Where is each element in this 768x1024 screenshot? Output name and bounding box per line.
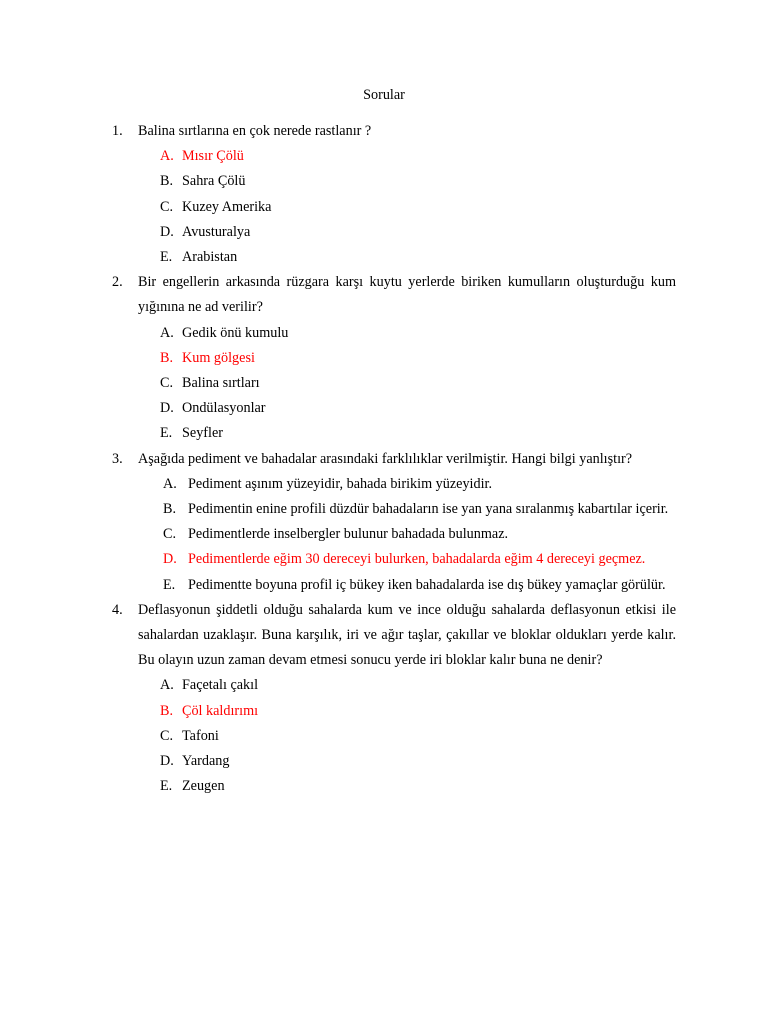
option-b [138, 169, 676, 194]
option-c [138, 522, 676, 547]
option-e [138, 245, 676, 270]
question-number: 4. [112, 601, 123, 618]
option-d-correct [138, 547, 676, 572]
question-number: 1. [112, 123, 123, 139]
option-letter: A. [163, 475, 177, 492]
option-e [138, 421, 676, 446]
option-letter: B. [160, 349, 174, 366]
option-letter: D. [163, 551, 177, 568]
option-text: Seyfler [182, 425, 223, 442]
option-letter: E. [160, 249, 173, 266]
option-text: Balina sırtları [182, 375, 260, 392]
option-list [138, 472, 676, 598]
option-text: Pediment aşınım yüzeyidir, bahada birikim yüzeyidir. [188, 475, 492, 492]
question-number: 3. [112, 450, 123, 467]
option-text: Pedimentlerde eğim 30 dereceyi bulurken, bahadalarda eğim 4 dereceyi geçmez. [188, 551, 646, 568]
option-letter: E. [160, 778, 173, 795]
option-letter: B. [163, 501, 177, 518]
option-letter: C. [163, 526, 177, 543]
option-c [138, 195, 676, 220]
option-letter: C. [160, 727, 174, 744]
option-text: Pedimentte boyuna profil iç bükey iken bahadalarda ise dış bükey yamaçlar görülür. [188, 576, 666, 593]
option-list [138, 144, 676, 270]
option-text: Mısır Çölü [182, 148, 244, 165]
option-e [138, 573, 676, 598]
option-letter: C. [160, 375, 174, 392]
option-a [138, 673, 676, 698]
question-text: Bir engellerin arkasında rüzgara karşı kuytu yerlerde biriken kumulların oluşturduğu kum yığınına ne ad verilir? [138, 274, 676, 316]
option-d [138, 749, 676, 774]
option-text: Tafoni [182, 727, 219, 744]
option-text: Ondülasyonlar [182, 400, 266, 417]
option-a [138, 472, 676, 497]
option-letter: C. [160, 198, 174, 215]
option-text: Arabistan [182, 249, 238, 266]
option-letter: A. [160, 677, 174, 694]
option-letter: B. [160, 702, 174, 719]
option-letter: D. [160, 753, 174, 770]
option-d [138, 220, 676, 245]
question-2 [112, 270, 676, 446]
option-letter: E. [160, 425, 173, 442]
question-text: Aşağıda pediment ve bahadalar arasındaki farklılıklar verilmiştir. Hangi bilgi yanlıştır? [138, 450, 633, 467]
option-list [138, 673, 676, 799]
question-4 [112, 598, 676, 800]
option-letter: A. [160, 148, 174, 165]
question-1 [112, 119, 676, 270]
option-c [138, 724, 676, 749]
question-list [112, 119, 676, 799]
option-a [138, 321, 676, 346]
option-text: Avusturalya [182, 223, 251, 240]
option-b [138, 497, 676, 522]
option-text: Çöl kaldırımı [182, 702, 259, 719]
option-text: Pedimentlerde inselbergler bulunur bahadada bulunmaz. [188, 526, 509, 543]
question-3 [112, 447, 676, 598]
option-letter: D. [160, 223, 174, 240]
option-list [138, 321, 676, 447]
option-letter: A. [160, 324, 174, 341]
option-b-correct [138, 699, 676, 724]
option-b-correct [138, 346, 676, 371]
option-e [138, 774, 676, 799]
option-text: Gedik önü kumulu [182, 324, 289, 341]
option-text: Façetalı çakıl [182, 677, 259, 694]
option-text: Kum gölgesi [182, 349, 255, 366]
question-text: Deflasyonun şiddetli olduğu sahalarda kum ve ince olduğu sahalarda deflasyonun etkisi ile sahalardan uzaklaşır. Buna karşılık, iri ve ağır taşlar, çakıllar ve bloklar oldukları yerde kalır. Bu olayın uzun zaman devam etmesi sonucu yerde iri bloklar kalır buna ne denir? [138, 601, 676, 669]
option-letter: E. [163, 576, 176, 593]
option-text: Kuzey Amerika [182, 198, 272, 215]
option-letter: D. [160, 400, 174, 417]
option-d [138, 396, 676, 421]
option-text: Yardang [182, 753, 230, 770]
option-a-correct [138, 144, 676, 169]
option-text: Zeugen [182, 778, 225, 795]
option-text: Sahra Çölü [182, 173, 246, 190]
question-text: Balina sırtlarına en çok nerede rastlanır ? [138, 123, 372, 139]
option-c [138, 371, 676, 396]
option-text: Pedimentin enine profili düzdür bahadaların ise yan yana sıralanmış kabartılar içerir. [188, 501, 669, 518]
page-title: Sorular [363, 87, 405, 103]
option-letter: B. [160, 173, 174, 190]
question-number: 2. [112, 274, 123, 291]
